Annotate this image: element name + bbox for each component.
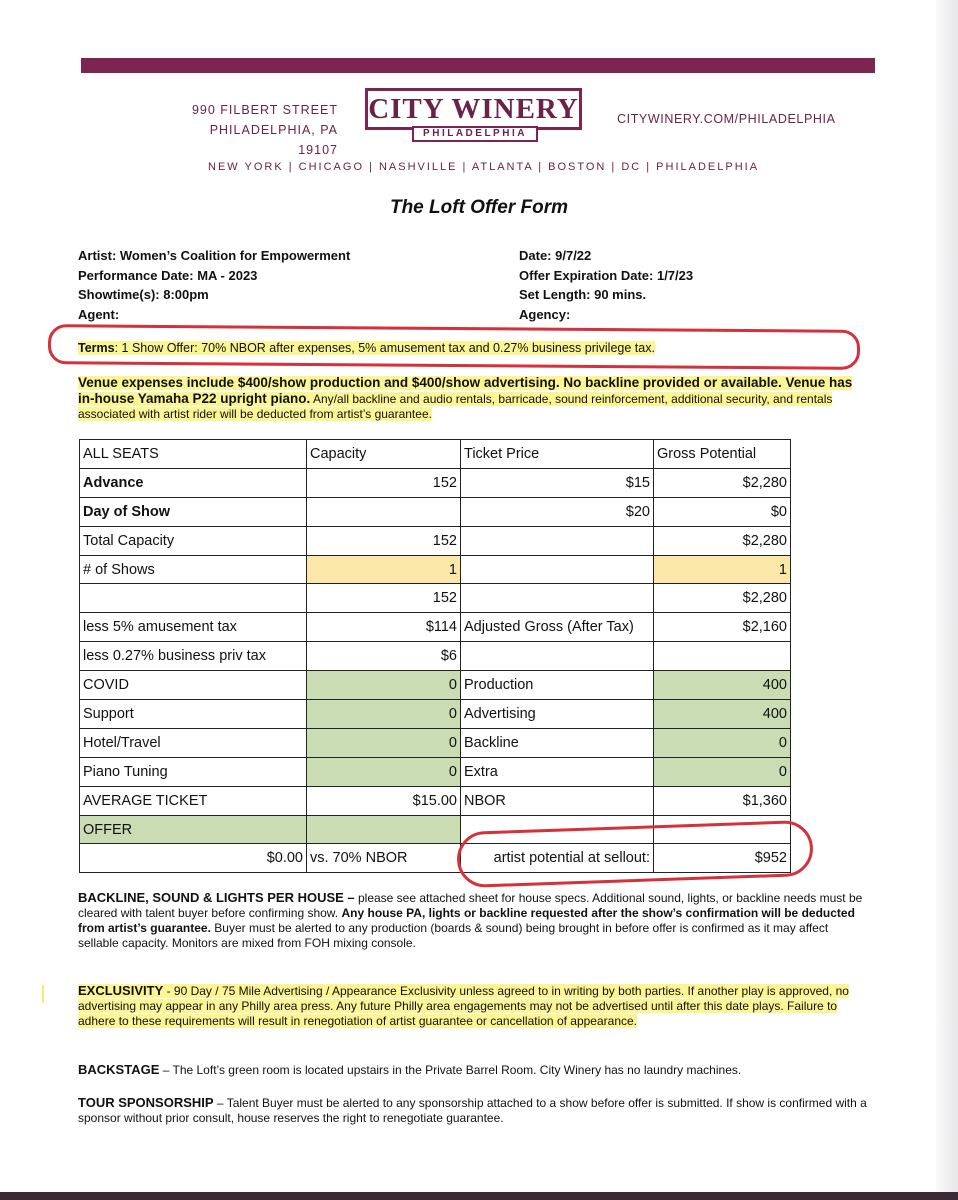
header-capacity: Capacity — [307, 440, 461, 469]
table-row — [80, 700, 791, 729]
sponsorship-section — [78, 1095, 870, 1126]
ticket-price-cell — [461, 555, 654, 584]
capacity-cell: 152 — [307, 526, 461, 555]
backline-text: please see attached sheet for house specs. Additional sound, lights, or backline needs must be cleared with talent buyer before confirming show. — [78, 891, 863, 920]
row-label: COVID — [80, 671, 307, 700]
expense-input-cell[interactable]: 400 — [654, 671, 791, 700]
capacity-cell: 152 — [307, 468, 461, 497]
table-row — [80, 757, 791, 786]
offer-label: OFFER — [80, 815, 307, 844]
city-winery-logo — [365, 88, 590, 148]
row-label: AVERAGE TICKET — [80, 786, 307, 815]
row-label: Day of Show — [80, 497, 307, 526]
gross-cell: $2,280 — [654, 584, 791, 613]
gross-cell — [654, 642, 791, 671]
exclusivity-text: - 90 Day / 75 Mile Advertising / Appearance Exclusivity unless agreed to in writing by both parties. If another play is approved, no advertising may appear in any Philly area press. Any future Philly area engagements may not be advertised until after this date plays. Failure to adhere to these requirements will result in renegotiation of artist guarantee or cancellation of appearance. — [78, 984, 849, 1028]
shows-input-cell[interactable]: 1 — [307, 555, 461, 584]
table-header-row — [80, 440, 791, 469]
exclusivity-section — [78, 983, 870, 1029]
page-title: The Loft Offer Form — [389, 197, 569, 218]
gross-cell: $1,360 — [654, 786, 791, 815]
ticket-price-cell — [461, 526, 654, 555]
info-left — [78, 246, 350, 324]
agent-field: Agent: — [78, 306, 120, 322]
vs-nbor-label: vs. 70% NBOR — [307, 844, 461, 873]
header-all-seats: ALL SEATS — [80, 440, 307, 469]
date-field: Date: 9/7/22 — [519, 248, 592, 263]
backstage-text: – The Loft’s green room is located upstairs in the Private Barrel Room. City Winery has no laundry machines. — [159, 1063, 742, 1077]
row-label-secondary: Extra — [461, 757, 654, 786]
logo-city: PHILADELPHIA — [412, 126, 538, 142]
backline-heading: BACKLINE, SOUND & LIGHTS PER HOUSE – — [78, 890, 355, 905]
bottom-edge — [0, 1192, 958, 1200]
performance-date-field: Performance Date: MA - 2023 — [78, 267, 258, 283]
website-link[interactable]: CITYWINERY.COM/PHILADELPHIA — [617, 112, 836, 126]
highlight-mark — [42, 985, 44, 1003]
ticket-price-cell: $15 — [461, 468, 654, 497]
expense-input-cell[interactable]: 0 — [654, 728, 791, 757]
row-label: Total Capacity — [80, 526, 307, 555]
table-row — [80, 468, 791, 497]
ticket-price-cell: $20 — [461, 497, 654, 526]
gross-cell: $2,280 — [654, 468, 791, 497]
row-label: Advance — [80, 468, 307, 497]
row-label — [80, 584, 307, 613]
logo-name: CITY WINERY — [368, 93, 579, 125]
header-gross-potential: Gross Potential — [654, 440, 791, 469]
gross-cell: $2,280 — [654, 526, 791, 555]
row-label: Hotel/Travel — [80, 728, 307, 757]
capacity-cell: $15.00 — [307, 786, 461, 815]
artist-potential-label: artist potential at sellout: — [461, 844, 654, 873]
backstage-heading: BACKSTAGE — [78, 1062, 160, 1077]
table-row — [80, 728, 791, 757]
info-right — [519, 246, 693, 324]
venue-address — [170, 100, 338, 160]
red-circle-annotation-terms — [48, 324, 860, 370]
backline-text-2: Buyer must be alerted to any production (boards & sound) being brought in before offer is confirmed as it may affect sellable capacity. Monitors are mixed from FOH mixing console. — [78, 921, 829, 950]
address-line-1: 990 FILBERT STREET — [191, 103, 338, 117]
artist-field: Artist: Women’s Coalition for Empowerment — [78, 248, 351, 263]
exclusivity-heading: EXCLUSIVITY — [78, 983, 164, 998]
row-label: less 5% amusement tax — [80, 613, 307, 642]
table-row — [80, 497, 791, 526]
sponsorship-text: – Talent Buyer must be alerted to any sponsorship attached to a show before offer is submitted. If show is confirmed with a sponsor without prior consult, house reserves the right to renegotiate guarantee. — [78, 1096, 867, 1125]
sponsorship-heading: TOUR SPONSORSHIP — [78, 1095, 214, 1110]
expense-input-cell[interactable]: 0 — [307, 757, 461, 786]
expense-input-cell[interactable]: 0 — [307, 728, 461, 757]
backline-section — [78, 890, 870, 951]
capacity-cell: 152 — [307, 584, 461, 613]
agency-field: Agency: — [519, 306, 571, 322]
row-label: # of Shows — [80, 555, 307, 584]
backstage-section — [78, 1062, 870, 1078]
terms-label: Terms — [78, 341, 115, 355]
expense-input-cell[interactable]: 400 — [654, 700, 791, 729]
red-circle-annotation-potential — [456, 820, 814, 888]
row-label-secondary: Adjusted Gross (After Tax) — [461, 613, 654, 642]
table-row — [80, 671, 791, 700]
table-row — [80, 555, 791, 584]
backline-bold: Any house PA, lights or backline requested after the show’s confirmation will be deducted from artist’s guarantee. — [78, 906, 855, 935]
venue-expenses-paragraph — [78, 375, 870, 422]
offer-table — [79, 439, 791, 873]
row-label: less 0.27% business priv tax — [80, 642, 307, 671]
expense-input-cell[interactable]: 0 — [654, 757, 791, 786]
capacity-cell — [307, 497, 461, 526]
header-bar — [81, 58, 875, 73]
expense-input-cell[interactable]: 0 — [307, 671, 461, 700]
capacity-cell: $6 — [307, 642, 461, 671]
table-row — [80, 642, 791, 671]
offer-expiration-field: Offer Expiration Date: 1/7/23 — [519, 267, 694, 283]
showtime-field: Showtime(s): 8:00pm — [78, 287, 209, 302]
gross-cell: $0 — [654, 497, 791, 526]
terms-text: : 1 Show Offer: 70% NBOR after expenses, 5% amusement tax and 0.27% business privilege tax. — [114, 341, 655, 355]
table-row — [80, 584, 791, 613]
table-row — [80, 786, 791, 815]
row-label-secondary — [461, 642, 654, 671]
row-label: Piano Tuning — [80, 757, 307, 786]
venue-expenses-text: Any/all backline and audio rentals, barricade, sound reinforcement, additional security, and rentals associated with artist rider will be deducted from artist’s guarantee. — [78, 392, 833, 421]
offer-amount: $0.00 — [80, 844, 307, 873]
table-row — [80, 526, 791, 555]
ticket-price-cell — [461, 584, 654, 613]
address-line-2: PHILADELPHIA, PA 19107 — [209, 123, 338, 157]
artist-potential-value: $952 — [654, 844, 791, 873]
header-ticket-price: Ticket Price — [461, 440, 654, 469]
set-length-field: Set Length: 90 mins. — [519, 287, 647, 302]
row-label-secondary: Production — [461, 671, 654, 700]
city-list: NEW YORK | CHICAGO | NASHVILLE | ATLANTA | BOSTON | DC | PHILADELPHIA — [208, 161, 760, 173]
gross-cell: $2,160 — [654, 613, 791, 642]
row-label-secondary: Advertising — [461, 700, 654, 729]
page-edge-shadow — [936, 0, 958, 1200]
offer-input-cell[interactable] — [307, 815, 461, 844]
expense-input-cell[interactable]: 0 — [307, 700, 461, 729]
row-label: Support — [80, 700, 307, 729]
row-label-secondary: Backline — [461, 728, 654, 757]
row-label-secondary: NBOR — [461, 786, 654, 815]
venue-expenses-bold: Venue expenses include $400/show production and $400/show advertising. No backline provided or available. Venue has in-house Yamaha P22 upright piano. — [78, 375, 853, 406]
shows-input-cell[interactable]: 1 — [654, 555, 791, 584]
table-row — [80, 613, 791, 642]
capacity-cell: $114 — [307, 613, 461, 642]
